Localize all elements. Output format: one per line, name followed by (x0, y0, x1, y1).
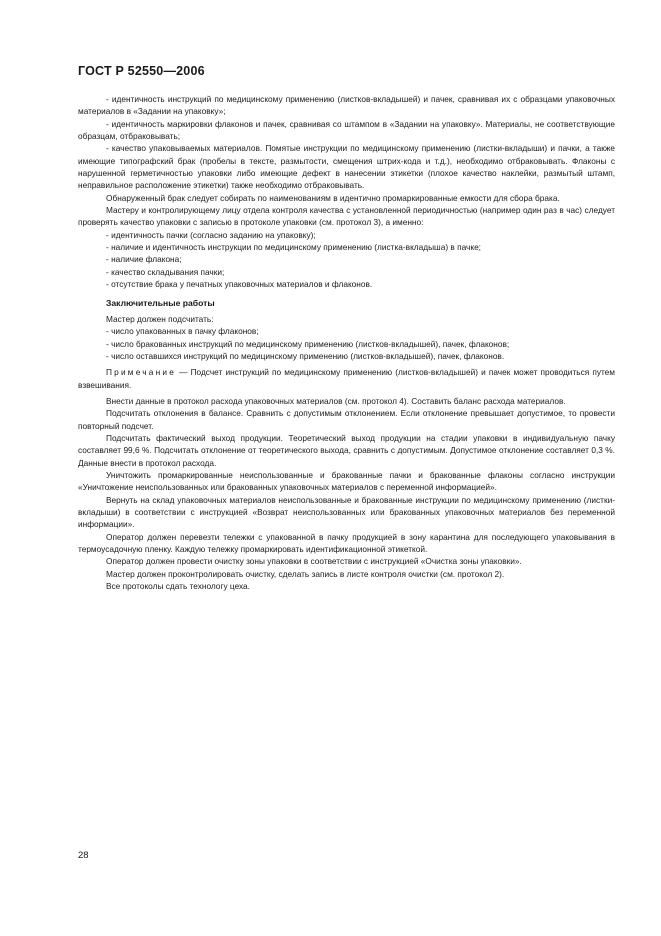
paragraph: - идентичность инструкций по медицинскому применению (листков-вкладышей) и пачек, сравнивая их с образцами упаковочных материалов в «Задании на упаковку»; (78, 94, 615, 117)
document-header: ГОСТ Р 52550—2006 (78, 64, 205, 78)
list-item: - качество складывания пачки; (106, 266, 225, 277)
section-title: Заключительные работы (106, 297, 215, 308)
note (78, 366, 615, 391)
paragraph: Мастер должен проконтролировать очистку, сделать запись в листе контроля очистки (см. протокол 2). (106, 568, 505, 579)
paragraph: - идентичность маркировки флаконов и пачек, сравнивая со штампом в «Задании на упаковку». Материалы, не соответствующие образцам, отбраковывать; (78, 118, 615, 142)
list-item: - число бракованных инструкций по медицинскому применению (листков-вкладышей), пачек, флаконов; (106, 338, 510, 349)
paragraph: Мастеру и контролирующему лицу отдела контроля качества с установленной периодичностью (например один раз в час) следует проверять качество упаковки с записью в протоколе упаковки (см. протокол 3), а именно: (78, 205, 615, 228)
list-item: - число упакованных в пачку флаконов; (106, 326, 259, 337)
note-text: — Подсчет инструкций по медицинскому применению (листков-вкладышей) и пачек может проводиться путем взвешивания. (78, 367, 615, 390)
paragraph: Оператор должен перевезти тележки с упакованной в пачку продукцией в зону карантина для последующего упаковывания в термоусадочную пленку. Каждую тележку промаркировать идентификационной этикеткой. (78, 531, 615, 555)
paragraph: Мастер должен подсчитать: (106, 313, 214, 324)
document-body (78, 93, 615, 592)
paragraph: Подсчитать фактический выход продукции. Теоретический выход продукции на стадии упаковки в индивидуальную пачку составляет 99,6 %. Подсчитать отклонение от теоретического выхода, сравнить с допустимым. Допустимое отклонение составляет 0,3 %. Данные внести в протокол расхода. (78, 432, 615, 468)
paragraph: Внести данные в протокол расхода упаковочных материалов (см. протокол 4). Составить баланс расхода материалов. (106, 395, 566, 406)
note-label: Примечание (106, 367, 177, 378)
paragraph: Оператор должен провести очистку зоны упаковки в соответствии с инструкцией «Очистка зоны упаковки». (106, 556, 522, 567)
list-item: - наличие и идентичность инструкции по медицинскому применению (листка-вкладыша) в пачке; (106, 242, 481, 253)
list-item: - идентичность пачки (согласно заданию на упаковку); (106, 229, 316, 240)
list-item: - отсутствие брака у печатных упаковочных материалов и флаконов. (106, 279, 373, 290)
list-item: - число оставшихся инструкций по медицинскому применению (листков-вкладышей), пачек, флаконов. (106, 350, 505, 361)
list-item: - наличие флакона; (106, 254, 182, 265)
paragraph: Подсчитать отклонения в балансе. Сравнить с допустимым отклонением. Если отклонение превышает допустимое, то провести повторный подсчет. (78, 408, 615, 431)
paragraph: Обнаруженный брак следует собирать по наименованиям в идентично промаркированные емкости для сбора брака. (106, 192, 560, 203)
paragraph: - качество упаковываемых материалов. Помятые инструкции по медицинскому применению (листки-вкладыши) и пачки, а также имеющие типографский брак (пробелы в тексте, размытости, смещения штрих-кода и т.д.), необходимо отбраковывать. Флаконы с нарушенной герметичностью упаковки либо имеющие дефект в нанесении этикетки (плохое качество наклейки, размытый штамп, неправильное расположение этикетки) также необходимо отбраковывать. (78, 143, 615, 191)
paragraph: Уничтожить промаркированные неиспользованные и бракованные пачки и бракованные флаконы согласно инструкции «Уничтожение неиспользованных или бракованных упаковочных материалов с переменной информацией». (78, 469, 615, 493)
page-number: 28 (78, 850, 89, 861)
paragraph: Все протоколы сдать технологу цеха. (106, 581, 250, 592)
paragraph: Вернуть на склад упаковочных материалов неиспользованные и бракованные инструкции по медицинскому применению (листки-вкладыши) в соответствии с инструкцией «Возврат неиспользованных или бракованных упаковочных материалов без переменной информации». (78, 494, 615, 530)
